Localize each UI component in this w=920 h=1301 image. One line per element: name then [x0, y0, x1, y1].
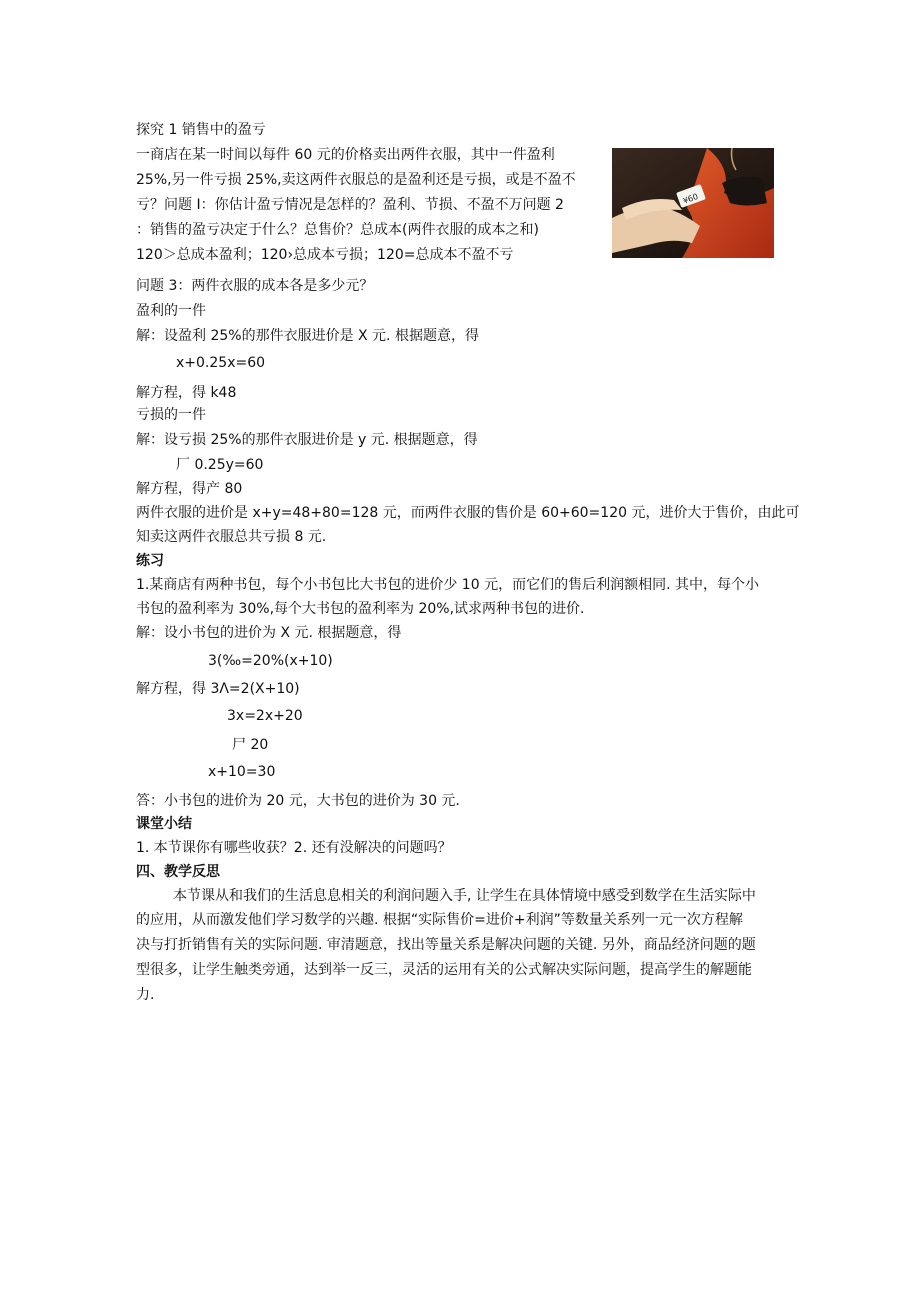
clothing-price-photo — [612, 148, 774, 258]
equation: 3x=2x+20 — [227, 708, 303, 724]
conclusion-line: 两件衣服的进价是 x+y=48+80=128 元，而两件衣服的售价是 60+60=120 元，进价大于售价，由此可 — [136, 505, 800, 521]
equation: 3(‰=20%(x+10) — [208, 653, 333, 669]
reflection-line: 力. — [136, 987, 155, 1003]
reflection-title: 四、教学反思 — [136, 864, 220, 880]
summary-text: 1. 本节课你有哪些收获？2. 还有没解决的问题吗？ — [136, 840, 452, 856]
paragraph-line: ：销售的盈亏决定于什么？总售价？总成本(两件衣服的成本之和) — [136, 222, 539, 238]
result-line: 解方程，得 k48 — [136, 385, 237, 401]
practice-title: 练习 — [136, 553, 164, 569]
price-tag-text: ¥60 — [681, 191, 700, 206]
answer-line: 答：小书包的进价为 20 元，大书包的进价为 30 元. — [136, 793, 460, 809]
equation: x+10=30 — [208, 764, 276, 780]
loss-item-label: 亏损的一件 — [136, 407, 206, 423]
exercise-line: 书包的盈利率为 30%,每个大书包的盈利率为 20%,试求两种书包的进价. — [136, 601, 585, 617]
solution-line: 解：设亏损 25%的那件衣服进价是 y 元. 根据题意，得 — [136, 432, 478, 448]
paragraph-line: 25%,另一件亏损 25%,卖这两件衣服总的是盈利还是亏损，或是不盈不 — [136, 172, 576, 188]
paragraph-line: 一商店在某一时间以每件 60 元的价格卖出两件衣服，其中一件盈利 — [136, 147, 555, 163]
exercise-line: 1.某商店有两种书包，每个小书包比大书包的进价少 10 元，而它们的售后利润额相同. 其中，每个小 — [136, 577, 759, 593]
paragraph-line: 亏？问题 I：你估计盈亏情况是怎样的？盈利、节损、不盈不万问题 2 — [136, 197, 564, 213]
question-3: 问题 3：两件衣服的成本各是多少元？ — [136, 278, 374, 294]
solution-line: 解：设盈利 25%的那件衣服进价是 X 元. 根据题意，得 — [136, 328, 479, 344]
profit-item-label: 盈利的一件 — [136, 303, 206, 319]
paragraph-line: 120＞总成本盈利；120›总成本亏损；120=总成本不盈不亏 — [136, 247, 514, 263]
summary-title: 课堂小结 — [136, 816, 192, 832]
equation: 厂 0.25y=60 — [176, 457, 264, 473]
reflection-line: 决与打折销售有关的实际问题. 审清题意，找出等量关系是解决问题的关键. 另外，商品经济问题的题 — [136, 937, 756, 953]
solution-line: 解：设小书包的进价为 X 元. 根据题意，得 — [136, 625, 402, 641]
result-line: 解方程，得产 80 — [136, 481, 243, 497]
reflection-line: 本节课从和我们的生活息息相关的利润问题入手, 让学生在具体情境中感受到数学在生活实际中 — [173, 888, 756, 904]
equation: x+0.25x=60 — [176, 355, 266, 371]
result-line: 解方程，得 3Λ=2(X+10) — [136, 681, 300, 697]
reflection-line: 的应用，从而激发他们学习数学的兴趣. 根据“实际售价=进价+利润”等数量关系列一元一次方程解 — [136, 912, 743, 928]
conclusion-line: 知卖这两件衣服总共亏损 8 元. — [136, 529, 327, 545]
section1-title: 探究 1 销售中的盈亏 — [136, 122, 266, 138]
reflection-line: 型很多，让学生触类旁通，达到举一反三，灵活的运用有关的公式解决实际问题，提高学生的解题能 — [136, 962, 752, 978]
equation: 尸 20 — [232, 737, 269, 753]
